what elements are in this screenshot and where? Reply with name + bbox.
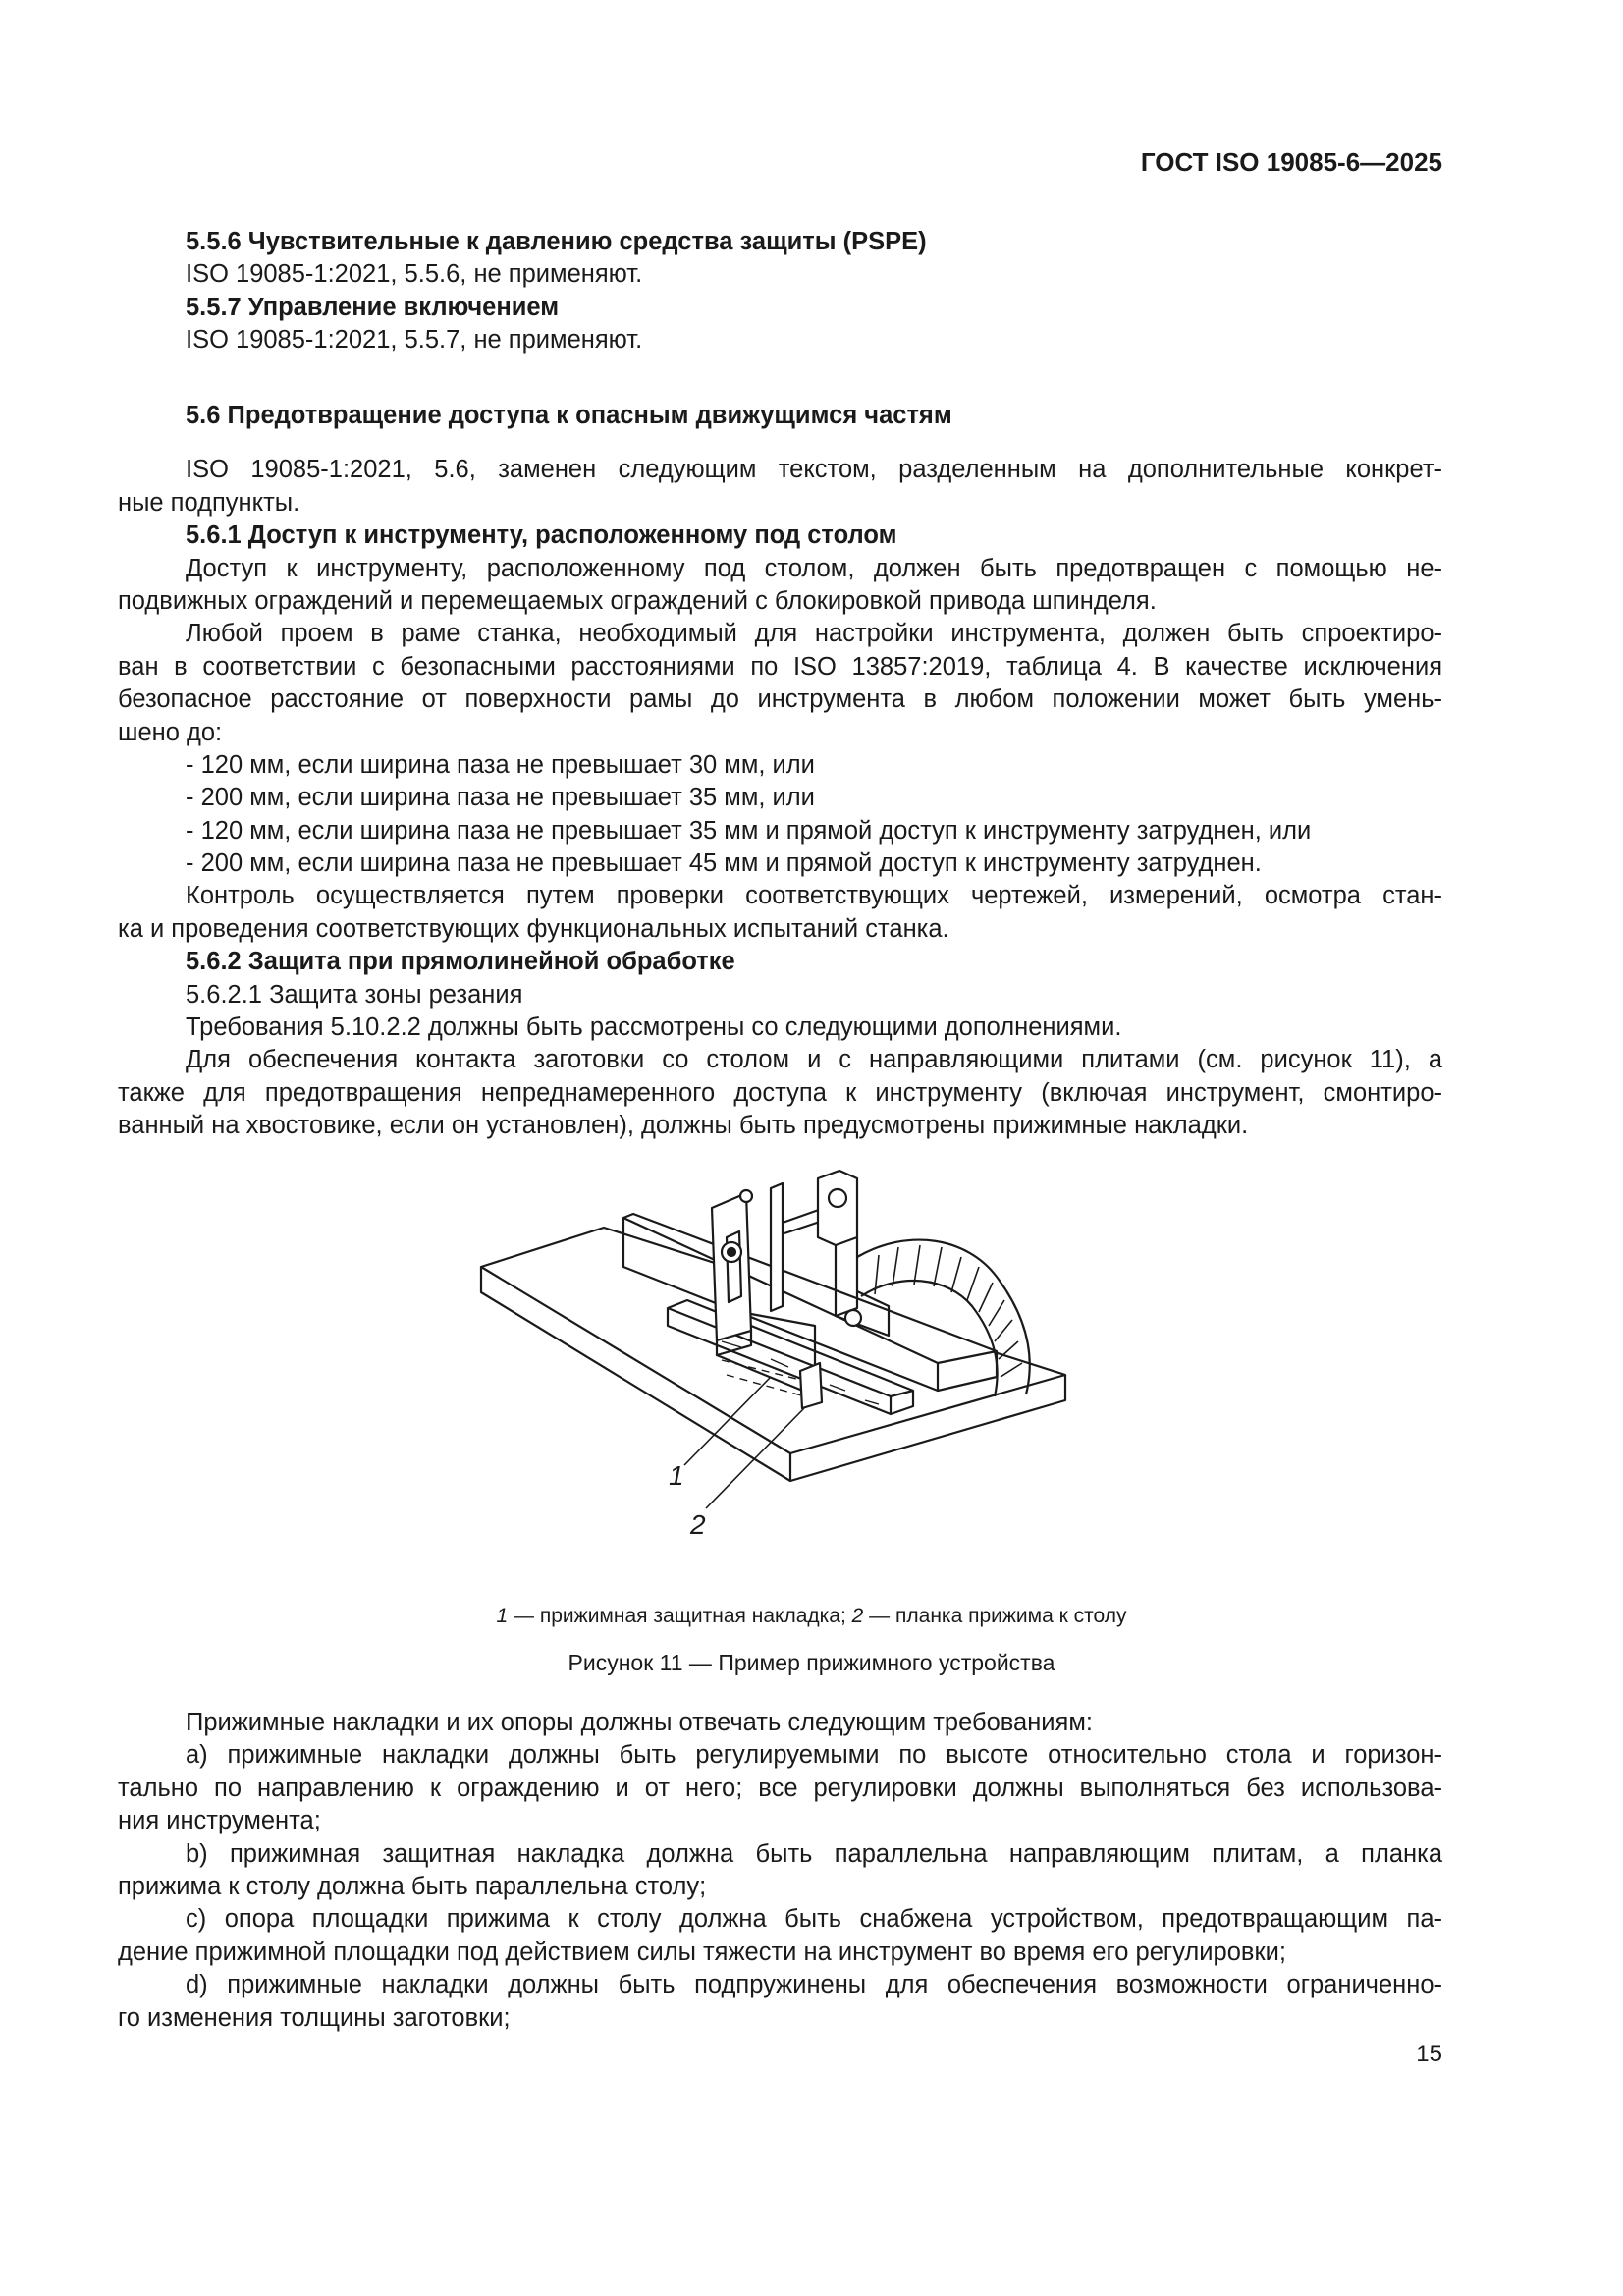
text-line: го изменения толщины заготовки; xyxy=(118,2003,511,2032)
requirements-block xyxy=(118,1707,1442,2035)
text-line: a) прижимные накладки должны быть регулируемыми по высоте относительно стола и горизон- xyxy=(186,1741,1442,1770)
text-line: также для предотвращения непреднамеренного доступа к инструменту (включая инструмент, смонтиро- xyxy=(118,1078,1442,1107)
text-line: - 200 мм, если ширина паза не превышает 45 мм и прямой доступ к инструменту затруднен. xyxy=(186,849,1262,878)
text-line: безопасное расстояние от поверхности рамы до инструмента в любом положении может быть умень- xyxy=(118,685,1442,714)
section-heading: 5.6.1 Доступ к инструменту, расположенному под столом xyxy=(186,521,897,550)
text-line: Для обеспечения контакта заготовки со столом и с направляющими плитами (см. рисунок 11), а xyxy=(186,1046,1442,1074)
text-line: ния инструмента; xyxy=(118,1807,321,1835)
text-line: шено до: xyxy=(118,718,223,746)
text-line: c) опора площадки прижима к столу должна быть снабжена устройством, предотвращающим па- xyxy=(186,1905,1442,1934)
legend-text-1: — прижимная защитная накладка; xyxy=(508,1605,852,1627)
text-line: ISO 19085-1:2021, 5.5.6, не применяют. xyxy=(186,260,643,289)
text-line: прижима к столу должна быть параллельна столу; xyxy=(118,1872,707,1900)
page-number: 15 xyxy=(1416,2041,1442,2067)
section-5-6-block xyxy=(118,378,1442,1143)
text-line: - 120 мм, если ширина паза не превышает 30 мм, или xyxy=(186,750,815,779)
text-line: Любой проем в раме станка, необходимый для настройки инструмента, должен быть спроектиро- xyxy=(186,620,1442,648)
text-line: ISO 19085-1:2021, 5.6, заменен следующим текстом, разделенным на дополнительные конкрет- xyxy=(186,456,1442,484)
text-line: Прижимные накладки и их опоры должны отвечать следующим требованиям: xyxy=(186,1709,1093,1736)
figure-11-drawing xyxy=(476,1169,1095,1591)
section-heading: 5.5.6 Чувствительные к давлению средства защиты (PSPE) xyxy=(186,228,927,255)
text-line: ISO 19085-1:2021, 5.5.7, не применяют. xyxy=(186,326,643,355)
section-heading: 5.5.7 Управление включением xyxy=(186,293,560,321)
text-line: Контроль осуществляется путем проверки соответствующих чертежей, измерений, осмотра стан- xyxy=(186,882,1442,910)
text-line: - 120 мм, если ширина паза не превышает 35 мм и прямой доступ к инструменту затруднен, или xyxy=(186,816,1312,845)
text-line: ка и проведения соответствующих функциональных испытаний станка. xyxy=(118,914,949,943)
text-line: ные подпункты. xyxy=(118,488,300,517)
figure-label-2: 2 xyxy=(690,1509,706,1540)
paragraph-gap xyxy=(118,432,1442,454)
text-line: ван в соответствии с безопасными расстояниями по ISO 13857:2019, таблица 4. В качестве исключения xyxy=(118,652,1442,681)
text-line: подвижных ограждений и перемещаемых ограждений с блокировкой привода шпинделя. xyxy=(118,586,1157,615)
text-line: b) прижимная защитная накладка должна быть параллельна направляющим плитам, а планка xyxy=(186,1839,1442,1868)
figure-title: Рисунок 11 — Пример прижимного устройства xyxy=(568,1650,1055,1675)
document-header: ГОСТ ISO 19085-6—2025 xyxy=(1140,147,1442,177)
legend-number-1: 1 xyxy=(496,1605,509,1627)
text-line: ванный на хвостовике, если он установлен), должны быть предусмотрены прижимные накладки. xyxy=(118,1112,1249,1140)
text-line: d) прижимные накладки должны быть подпружинены для обеспечения возможности ограниченно- xyxy=(186,1971,1442,1999)
figure-label-1: 1 xyxy=(669,1460,684,1491)
section-heading: 5.6 Предотвращение доступа к опасным движущимся частям xyxy=(186,402,952,429)
text-line: дение прижимной площадки под действием силы тяжести на инструмент во время его регулировки; xyxy=(118,1938,1286,1966)
legend-number-2: 2 xyxy=(851,1605,864,1627)
text-line: Доступ к инструменту, расположенному под столом, должен быть предотвращен с помощью не- xyxy=(186,554,1442,582)
text-line: - 200 мм, если ширина паза не превышает 35 мм, или xyxy=(186,784,815,812)
text-line: Требования 5.10.2.2 должны быть рассмотрены со следующими дополнениями. xyxy=(186,1013,1122,1042)
text-line: тально по направлению к ограждению и от него; все регулировки должны выполняться без использова- xyxy=(118,1774,1442,1802)
paragraph-gap xyxy=(118,378,1442,400)
figure-legend xyxy=(0,1605,1623,1628)
section-heading: 5.6.2 Защита при прямолинейной обработке xyxy=(186,948,735,976)
section-5-5-block xyxy=(118,226,1442,357)
legend-text-2: — планка прижима к столу xyxy=(863,1605,1127,1627)
text-line: 5.6.2.1 Защита зоны резания xyxy=(186,980,523,1009)
